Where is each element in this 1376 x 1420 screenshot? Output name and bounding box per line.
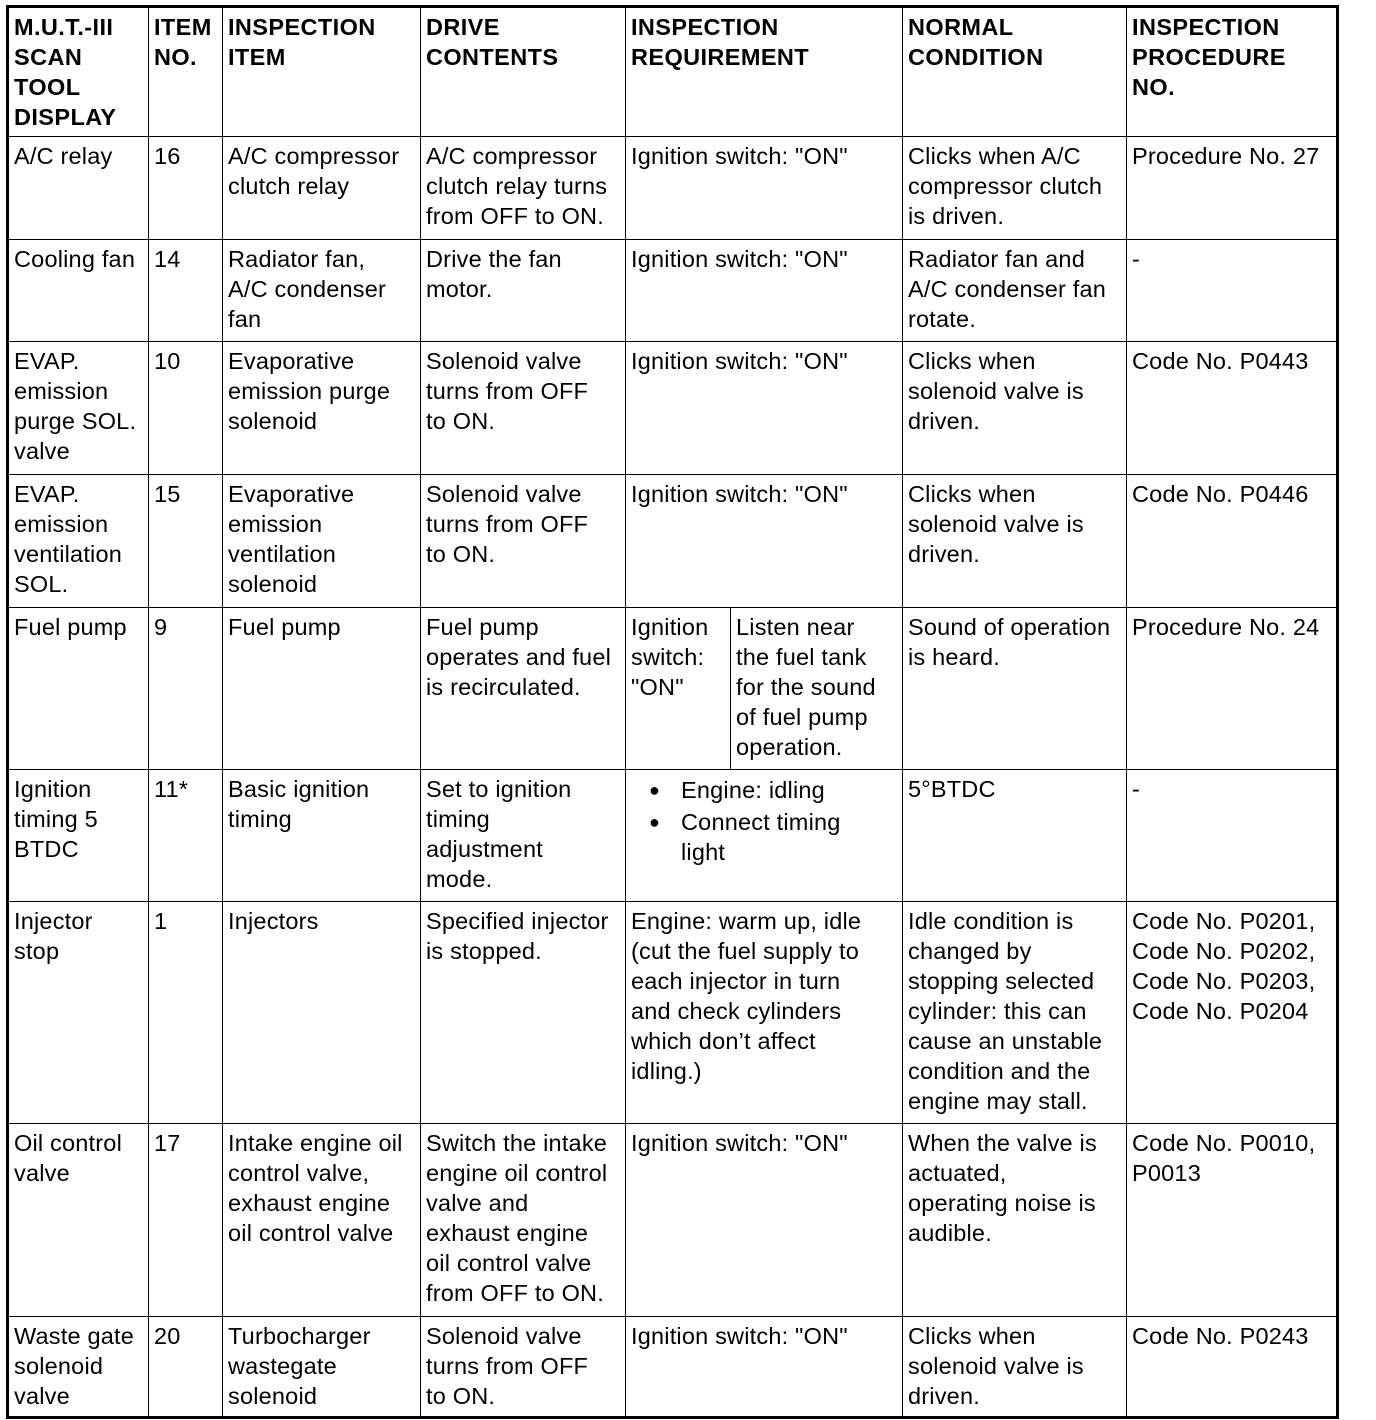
cell-item: Intake engine oil control valve, exhaust engine oil control valve xyxy=(223,1124,421,1317)
cell-requirement-method: Listen near the fuel tank for the sound of fuel pump operation. xyxy=(731,608,903,770)
cell-drive: A/C compressor clutch relay turns from OFF to ON. xyxy=(421,137,626,240)
cell-item: Evaporative emission ventilation solenoid xyxy=(223,475,421,608)
cell-item-no: 17 xyxy=(149,1124,223,1317)
cell-requirement-condition: Ignition switch: "ON" xyxy=(626,608,731,770)
cell-normal: Idle condition is changed by stopping selected cylinder: this can cause an unstable condition and the engine may stall. xyxy=(903,902,1127,1124)
cell-procedure: Code No. P0443 xyxy=(1127,342,1338,475)
table-row xyxy=(8,902,1338,1124)
table-row xyxy=(8,240,1338,342)
cell-item: Injectors xyxy=(223,902,421,1124)
cell-requirement: Ignition switch: "ON" xyxy=(626,137,903,240)
table-row xyxy=(8,1124,1338,1317)
header-item: INSPECTION ITEM xyxy=(223,7,421,137)
cell-requirement: Ignition switch: "ON" xyxy=(626,1317,903,1418)
cell-item: Turbocharger wastegate solenoid xyxy=(223,1317,421,1418)
cell-display: EVAP. emission ventilation SOL. xyxy=(8,475,149,608)
cell-drive: Set to ignition timing adjustment mode. xyxy=(421,770,626,902)
cell-item-no: 20 xyxy=(149,1317,223,1418)
cell-normal: When the valve is actuated, operating noise is audible. xyxy=(903,1124,1127,1317)
cell-item: Basic ignition timing xyxy=(223,770,421,902)
header-normal: NORMAL CONDITION xyxy=(903,7,1127,137)
cell-procedure: - xyxy=(1127,770,1338,902)
header-row xyxy=(8,7,1338,137)
cell-procedure: Procedure No. 27 xyxy=(1127,137,1338,240)
cell-requirement: Ignition switch: "ON" xyxy=(626,475,903,608)
header-display: M.U.T.-III SCAN TOOL DISPLAY xyxy=(8,7,149,137)
cell-display: Cooling fan xyxy=(8,240,149,342)
table-row xyxy=(8,342,1338,475)
cell-drive: Specified injector is stopped. xyxy=(421,902,626,1124)
header-item-no: ITEM NO. xyxy=(149,7,223,137)
cell-item-no: 16 xyxy=(149,137,223,240)
cell-drive: Solenoid valve turns from OFF to ON. xyxy=(421,342,626,475)
cell-item-no: 9 xyxy=(149,608,223,770)
table-row xyxy=(8,1317,1338,1418)
table-row xyxy=(8,770,1338,902)
cell-item: Radiator fan, A/C condenser fan xyxy=(223,240,421,342)
actuator-test-table xyxy=(6,5,1339,1419)
cell-display: A/C relay xyxy=(8,137,149,240)
cell-item-no: 10 xyxy=(149,342,223,475)
cell-procedure: Procedure No. 24 xyxy=(1127,608,1338,770)
cell-item: A/C compressor clutch relay xyxy=(223,137,421,240)
cell-drive: Drive the fan motor. xyxy=(421,240,626,342)
requirement-bullet-list xyxy=(631,774,897,867)
cell-requirement: Engine: warm up, idle (cut the fuel supply to each injector in turn and check cylinders which don’t affect idling.) xyxy=(626,902,903,1124)
cell-requirement: Ignition switch: "ON" xyxy=(626,342,903,475)
header-requirement: INSPECTION REQUIREMENT xyxy=(626,7,903,137)
cell-procedure: Code No. P0446 xyxy=(1127,475,1338,608)
cell-item-no: 1 xyxy=(149,902,223,1124)
header-drive: DRIVE CONTENTS xyxy=(421,7,626,137)
table-row xyxy=(8,137,1338,240)
cell-item-no: 15 xyxy=(149,475,223,608)
cell-item-no: 14 xyxy=(149,240,223,342)
header-procedure: INSPECTION PROCEDURE NO. xyxy=(1127,7,1338,137)
cell-normal: Clicks when solenoid valve is driven. xyxy=(903,475,1127,608)
cell-drive: Solenoid valve turns from OFF to ON. xyxy=(421,1317,626,1418)
cell-drive: Fuel pump operates and fuel is recirculated. xyxy=(421,608,626,770)
cell-requirement: Ignition switch: "ON" xyxy=(626,1124,903,1317)
cell-display: Injector stop xyxy=(8,902,149,1124)
cell-procedure: Code No. P0010, P0013 xyxy=(1127,1124,1338,1317)
cell-procedure: Code No. P0243 xyxy=(1127,1317,1338,1418)
list-item: ● Connect timing light xyxy=(631,807,897,867)
cell-procedure: - xyxy=(1127,240,1338,342)
cell-display: Oil control valve xyxy=(8,1124,149,1317)
cell-normal: Sound of operation is heard. xyxy=(903,608,1127,770)
cell-normal: 5°BTDC xyxy=(903,770,1127,902)
cell-display: Waste gate solenoid valve xyxy=(8,1317,149,1418)
table-row xyxy=(8,608,1338,770)
cell-item-no: 11* xyxy=(149,770,223,902)
cell-drive: Solenoid valve turns from OFF to ON. xyxy=(421,475,626,608)
cell-procedure: Code No. P0201, Code No. P0202, Code No. P0203, Code No. P0204 xyxy=(1127,902,1338,1124)
table-row xyxy=(8,475,1338,608)
cell-requirement xyxy=(626,770,903,902)
cell-display: Fuel pump xyxy=(8,608,149,770)
cell-normal: Clicks when A/C compressor clutch is driven. xyxy=(903,137,1127,240)
cell-normal: Clicks when solenoid valve is driven. xyxy=(903,342,1127,475)
list-item: ● Engine: idling xyxy=(631,774,897,807)
cell-display: Ignition timing 5 BTDC xyxy=(8,770,149,902)
cell-display: EVAP. emission purge SOL. valve xyxy=(8,342,149,475)
cell-normal: Radiator fan and A/C condenser fan rotate. xyxy=(903,240,1127,342)
cell-item: Evaporative emission purge solenoid xyxy=(223,342,421,475)
cell-normal: Clicks when solenoid valve is driven. xyxy=(903,1317,1127,1418)
cell-drive: Switch the intake engine oil control valve and exhaust engine oil control valve from OFF to ON. xyxy=(421,1124,626,1317)
cell-item: Fuel pump xyxy=(223,608,421,770)
cell-requirement: Ignition switch: "ON" xyxy=(626,240,903,342)
